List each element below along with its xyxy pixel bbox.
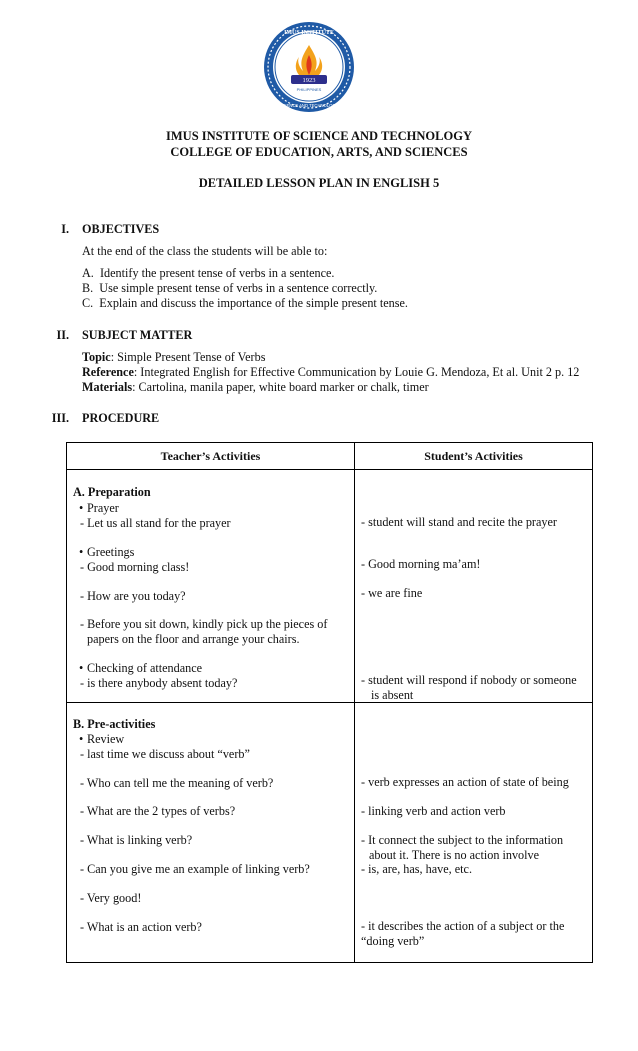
svg-text:IMUS INSTITUTE: IMUS INSTITUTE <box>284 30 334 36</box>
student-line: - student will stand and recite the prayer <box>361 515 557 529</box>
teacher-line: - What is linking verb? <box>80 833 193 847</box>
bullet-icon: • <box>79 732 84 746</box>
procedure-table-header-row <box>67 443 593 470</box>
teacher-line: - Very good! <box>80 891 142 905</box>
teacher-line: Review <box>87 732 125 746</box>
reference-value: : Integrated English for Effective Communication by Louie G. Mendoza, Et al. Unit 2 p. 12 <box>133 365 580 379</box>
student-line: - Good morning ma’am! <box>361 557 481 571</box>
teacher-line: Checking of attendance <box>87 661 203 675</box>
teacher-line: - Can you give me an example of linking verb? <box>80 862 310 876</box>
student-line: - we are fine <box>361 586 423 600</box>
bullet-icon: • <box>79 661 84 675</box>
topic-line <box>82 350 265 365</box>
topic-value: : Simple Present Tense of Verbs <box>110 350 266 364</box>
student-line: - It connect the subject to the information <box>361 833 564 847</box>
section-number-subject-matter: II. <box>56 328 69 342</box>
section-title-subject-matter: SUBJECT MATTER <box>82 328 193 342</box>
objective-item <box>82 266 334 281</box>
svg-text:SCIENCE AND TECHNOLOGY: SCIENCE AND TECHNOLOGY <box>279 103 339 108</box>
teacher-line: - What are the 2 types of verbs? <box>80 804 236 818</box>
preparation-teacher-cell <box>67 470 355 703</box>
bullet-icon: • <box>79 545 84 559</box>
section-number-procedure: III. <box>51 411 69 425</box>
pre-activities-student-cell <box>355 703 593 963</box>
pre-activities-teacher-cell <box>67 703 355 963</box>
student-line: about it. There is no action involve <box>369 848 540 862</box>
college-name: COLLEGE OF EDUCATION, ARTS, AND SCIENCES <box>170 145 468 159</box>
preparation-row <box>67 470 593 703</box>
objective-letter: B. <box>82 281 94 295</box>
objective-item <box>82 296 408 311</box>
student-line: - is, are, has, have, etc. <box>361 862 472 876</box>
teacher-line: - is there anybody absent today? <box>80 676 238 690</box>
reference-line <box>82 365 579 380</box>
topic-label: Topic <box>82 350 111 364</box>
teacher-line: - Let us all stand for the prayer <box>80 516 231 530</box>
procedure-table <box>66 442 593 963</box>
preparation-heading: A. Preparation <box>73 485 151 499</box>
institute-name: IMUS INSTITUTE OF SCIENCE AND TECHNOLOGY <box>166 129 472 143</box>
section-title-objectives: OBJECTIVES <box>82 222 160 236</box>
objective-text: Explain and discuss the importance of the simple present tense. <box>99 296 408 310</box>
svg-text:1923: 1923 <box>302 77 316 84</box>
materials-value: : Cartolina, manila paper, white board marker or chalk, timer <box>132 380 429 394</box>
objective-letter: C. <box>82 296 94 310</box>
materials-line <box>82 380 429 395</box>
objective-text: Use simple present tense of verbs in a sentence correctly. <box>99 281 378 295</box>
section-number-objectives: I. <box>61 222 69 236</box>
objective-letter: A. <box>82 266 94 280</box>
student-line: - student will respond if nobody or someone <box>361 673 577 687</box>
teacher-line: papers on the floor and arrange your chairs. <box>87 632 300 646</box>
section-title-procedure: PROCEDURE <box>82 411 160 425</box>
column-header-teacher: Teacher’s Activities <box>67 443 355 470</box>
lesson-plan-title: DETAILED LESSON PLAN IN ENGLISH 5 <box>198 176 440 190</box>
teacher-line: - Good morning class! <box>80 560 190 574</box>
teacher-line: - last time we discuss about “verb” <box>80 747 250 761</box>
teacher-line: - Before you sit down, kindly pick up the pieces of <box>80 617 328 631</box>
student-line: - it describes the action of a subject or the <box>361 919 565 933</box>
bullet-icon: • <box>79 501 84 515</box>
student-line: - linking verb and action verb <box>361 804 506 818</box>
teacher-line: - Who can tell me the meaning of verb? <box>80 776 274 790</box>
pre-activities-row <box>67 703 593 963</box>
column-header-student: Student’s Activities <box>355 443 593 470</box>
objective-text: Identify the present tense of verbs in a sentence. <box>99 266 335 280</box>
objective-item <box>82 281 377 296</box>
teacher-line: Greetings <box>87 545 135 559</box>
teacher-line: - How are you today? <box>80 589 186 603</box>
teacher-line: - What is an action verb? <box>80 920 202 934</box>
materials-label: Materials <box>82 380 133 394</box>
reference-label: Reference <box>82 365 134 379</box>
pre-activities-heading: B. Pre-activities <box>73 717 156 731</box>
institute-seal-logo <box>263 21 355 113</box>
objectives-intro: At the end of the class the students will be able to: <box>82 244 328 258</box>
student-line: - verb expresses an action of state of being <box>361 775 569 789</box>
student-line: “doing verb” <box>361 934 425 948</box>
teacher-line: Prayer <box>87 501 119 515</box>
student-line: is absent <box>371 688 414 702</box>
preparation-student-cell <box>355 470 593 703</box>
svg-text:PHILIPPINES: PHILIPPINES <box>296 87 322 92</box>
